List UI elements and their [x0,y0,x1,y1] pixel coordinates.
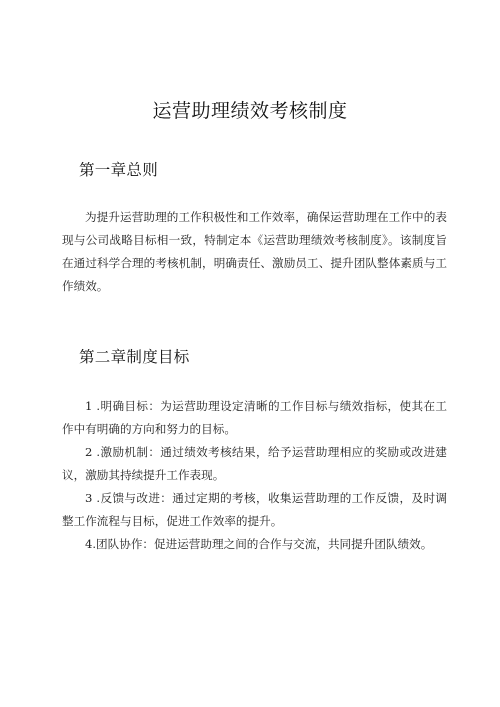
document-title: 运营助理绩效考核制度 [152,100,348,122]
chapter-1-paragraph: 为提升运营助理的工作积极性和工作效率，确保运营助理在工作中的表现与公司战略目标相一致，特制定本《运营助理绩效考核制度》。该制度旨在通过科学合理的考核机制，明确责任、激励员工、提升团队整体素质与工作绩效。 [62,210,447,293]
chapter-1-heading: 第一章总则 [79,161,159,179]
chapter-2-heading: 第二章制度目标 [79,348,190,366]
goal-item-3: 3 .反馈与改进：通过定期的考核，收集运营助理的工作反馈，及时调整工作流程与目标，促进工作效率的提升。 [62,491,447,528]
goal-item-2: 2 .激励机制：通过绩效考核结果，给予运营助理相应的奖励或改进建议，激励其持续提升工作表现。 [62,445,447,482]
goal-item-4: 4.团队协作：促进运营助理之间的合作与交流，共同提升团队绩效。 [85,537,433,551]
goal-item-1: 1 .明确目标：为运营助理设定清晰的工作目标与绩效指标，使其在工作中有明确的方向和努力的目标。 [62,399,447,436]
